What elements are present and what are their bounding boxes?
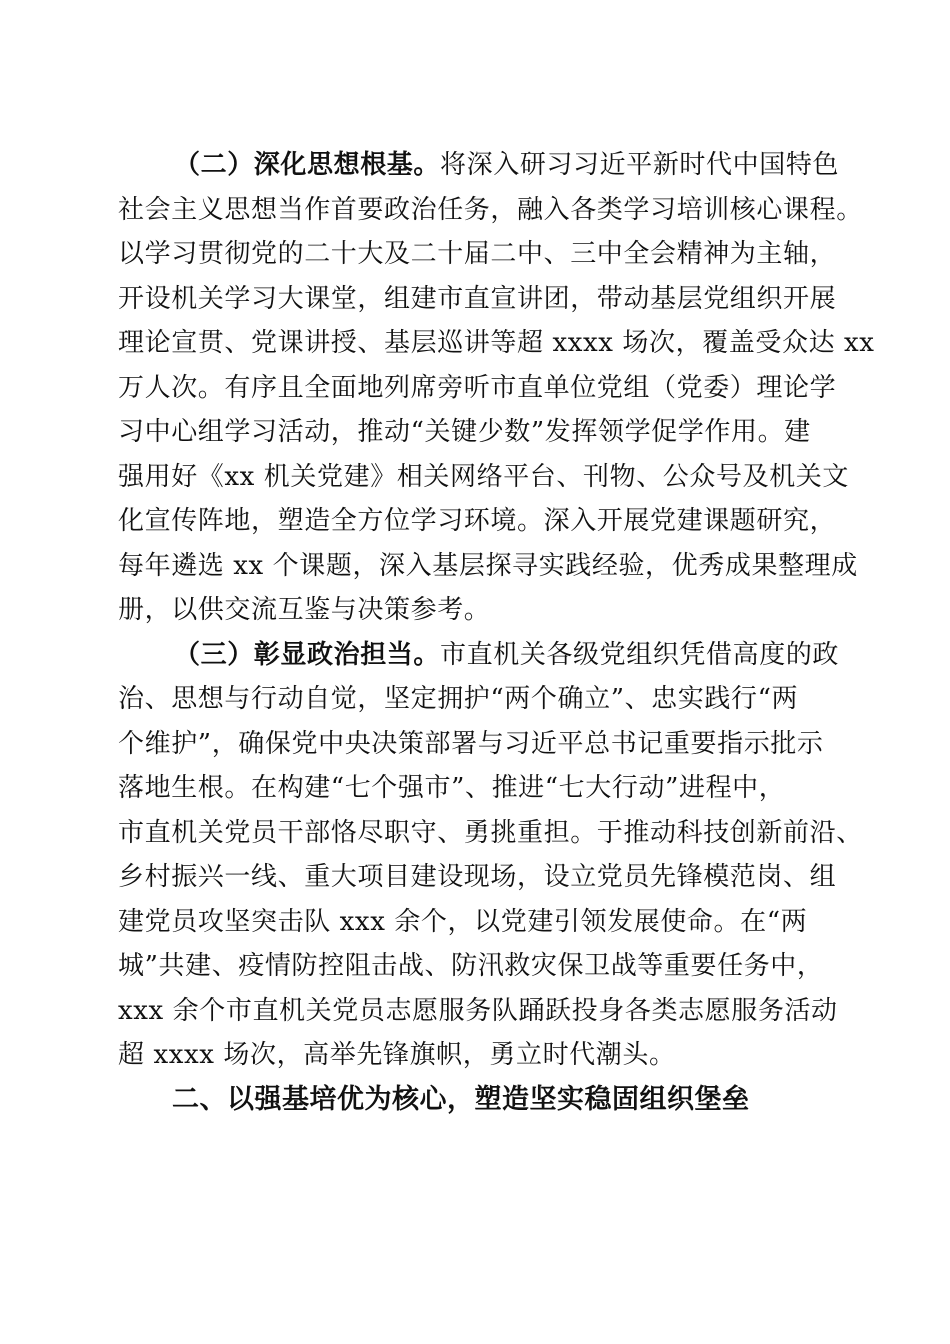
- section-heading: 二、以强基培优为核心，塑造坚实稳固组织堡垒: [172, 1084, 750, 1115]
- paragraph-line: [118, 143, 838, 188]
- paragraph-line: 开设机关学习大课堂，组建市直宣讲团，带动基层党组织开展: [118, 283, 837, 314]
- paragraph-line: 以学习贯彻党的二十大及二十届二中、三中全会精神为主轴，: [118, 239, 837, 269]
- paragraph-line: 乡村振兴一线、重大项目建设现场，设立党员先锋模范岗、组: [118, 862, 837, 892]
- paragraph-text: 将深入研习习近平新时代中国特色: [440, 150, 840, 180]
- paragraph-line: 治、思想与行动自觉，坚定拥护“两个确立”、忠实践行“两: [118, 684, 799, 714]
- paragraph-line: 建党员攻坚突击队 xxx 余个，以党建引领发展使命。在“两: [118, 906, 808, 937]
- paragraph-line: 城”共建、疫情防控阻击战、防汛救灾保卫战等重要任务中，: [118, 951, 824, 981]
- paragraph-line: 习中心组学习活动，推动“关键少数”发挥领学促学作用。建: [118, 417, 811, 447]
- paragraph-line: [118, 633, 838, 678]
- section-subtitle: （二）深化思想根基。: [174, 150, 441, 180]
- paragraph-line: 万人次。有序且全面地列席旁听市直单位党组（党委）理论学: [118, 372, 837, 403]
- paragraph-line: xxx 余个市直机关党员志愿服务队踊跃投身各类志愿服务活动: [118, 995, 838, 1026]
- paragraph-line: 册，以供交流互鉴与决策参考。: [118, 595, 491, 625]
- paragraph-line: 个维护”，确保党中央决策部署与习近平总书记重要指示批示: [118, 728, 824, 759]
- paragraph-line: 落地生根。在构建“七个强市”、推进“七大行动”进程中，: [118, 773, 786, 803]
- paragraph-line: 市直机关党员干部恪尽职守、勇挑重担。于推动科技创新前沿、: [118, 817, 863, 848]
- paragraph-line: 每年遴选 xx 个课题，深入基层探寻实践经验，优秀成果整理成: [118, 550, 858, 581]
- paragraph-line: 社会主义思想当作首要政治任务，融入各类学习培训核心课程。: [118, 194, 863, 225]
- paragraph-line: 强用好《xx 机关党建》相关网络平台、刊物、公众号及机关文: [118, 461, 849, 492]
- paragraph-line: 化宣传阵地，塑造全方位学习环境。深入开展党建课题研究，: [118, 506, 837, 536]
- body-text: [118, 143, 875, 1078]
- section-subtitle: （三）彰显政治担当。: [174, 639, 441, 670]
- paragraph-line: 超 xxxx 场次，高举先锋旗帜，勇立时代潮头。: [118, 1040, 676, 1070]
- paragraph-text: 市直机关各级党组织凭借高度的政: [440, 639, 840, 670]
- paragraph-line: 理论宣贯、党课讲授、基层巡讲等超 xxxx 场次，覆盖受众达 xx: [118, 328, 875, 358]
